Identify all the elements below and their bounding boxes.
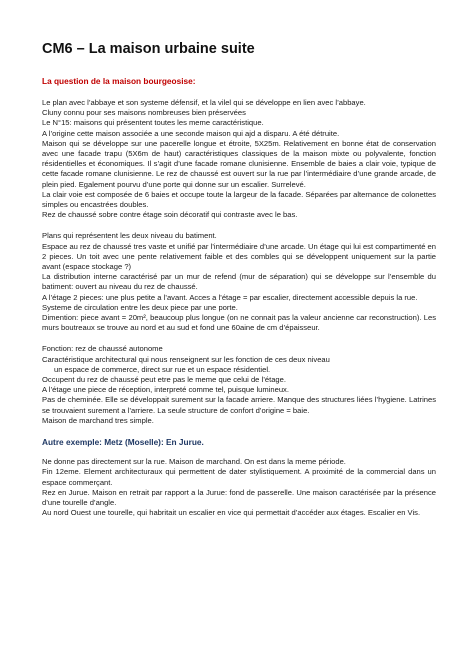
paragraph-block-1 [42,98,436,220]
text-paragraph: Maison qui se développe sur une pacerelle longue et étroite, 5X25m. Relativement en bonne état de conservation avec une facade trapu (5X6m de haut) caractéristiques classiques de la maison mixte ou polyvalente, fonction résidentielles et économiques. Il s’agit d’une facade romane clunisienne. Ensemble de baies a clair voie, typique de cette facade romane clunisienne. Le rez de chaussé est ouvert sur la rue par l’intermédiaire d’une grande arcade, de plein pied. Egalement pourvu d’une porte qui donne sur un escalier. Surrelevé. [42,138,436,189]
text-line: Maison de marchand tres simple. [42,415,154,425]
text-line: Rez de chaussé sobre contre étage soin décoratif qui contraste avec le bas. [42,210,298,220]
text-paragraph: A l’étage 2 pieces: une plus petite a l’avant. Acces a l’étage = par escalier, directement accessible depuis la rue. [42,292,418,302]
text-paragraph: Pas de cheminée. Elle se développait surement sur la facade arriere. Manque des structures liées l’hygiene. Latrines se trouvaient surement a l’arriere. La seule structure de confort d’origine = baie. [42,395,436,415]
text-line: Le N°15: maisons qui présentent toutes les meme caractéristique. [42,118,264,128]
text-paragraph: La clair voie est composée de 6 baies et occupe toute la largeur de la facade. Séparées par alternance de colonettes simples ou encastrées doubles. [42,189,436,210]
text-line: Fonction: rez de chaussé autonome [42,344,163,354]
section-title: La question de la maison bourgeosise: [42,76,196,86]
page-title: CM6 – La maison urbaine suite [42,41,255,57]
text-paragraph: Fin 12eme. Element architecturaux qui permettent de dater stylistiquement. A proximité de la commercial dans un espace commerçant. [42,467,436,487]
text-line: Systeme de circulation entre les deux piece par une porte. [42,302,238,312]
text-line: Ne donne pas directement sur la rue. Maison de marchand. On est dans la meme période. [42,457,346,467]
text-paragraph: Au nord Ouest une tourelle, qui habritait un escalier en vice qui permettait d’accéder aux étages. Escalier en Vis. [42,508,421,518]
example-heading: Autre exemple: Metz (Moselle): En Jurue. [42,437,204,448]
text-line: Le plan avec l’abbaye et son systeme défensif, et la vilel qui se développe en lien avec l’abbaye. [42,98,366,107]
paragraph-block-4 [42,457,436,518]
text-line: Occupent du rez de chaussé peut etre pas le meme que celui de l’étage. [42,375,286,385]
paragraph-block-2 [42,231,436,333]
text-line: un espace de commerce, direct sur rue et un espace résidentiel. [54,364,271,374]
text-line: Caractéristique architectural qui nous renseignent sur les fonction de ces deux niveau [42,354,330,364]
text-paragraph: Dimention: piece avant = 20m², beaucoup plus longue (on ne connait pas la valeur ancienne car reconstruction). Les murs boutreaux se trouve au nord et au sud et fond une 60aine de cm d’épaisseur. [42,313,436,333]
text-paragraph: La distribution interne caractérisé par un mur de refend (mur de séparation) qui se développe sur l’ensemble du batiment: ouvert au niveau du rez de chaussé. [42,272,436,292]
text-paragraph: Espace au rez de chaussé tres vaste et unifié par l’intermédiaire d’une arcade. Un étage qui lui est compartimenté en 2 pieces. Un toit avec une pente relativement faible et des combles qui se développent uniquement sur la partie avant (espace stockage ?) [42,241,436,272]
text-line: Cluny connu pour ses maisons nombreuses bien préservées [42,108,246,118]
text-line: Plans qui représentent les deux niveau du batiment. [42,231,217,241]
paragraph-block-3 [42,344,436,426]
text-paragraph: Rez en Jurue. Maison en retrait par rapport a la Jurue: fond de passerelle. Une maison caractérisée par la présence d’une tourelle d’angle. [42,487,436,507]
text-line: A l’origine cette maison associée a une seconde maison qui ajd a disparu. A été détruite. [42,128,340,138]
text-line: A l’étage une piece de réception, interpreté comme tel, puisque lumineux. [42,385,289,395]
